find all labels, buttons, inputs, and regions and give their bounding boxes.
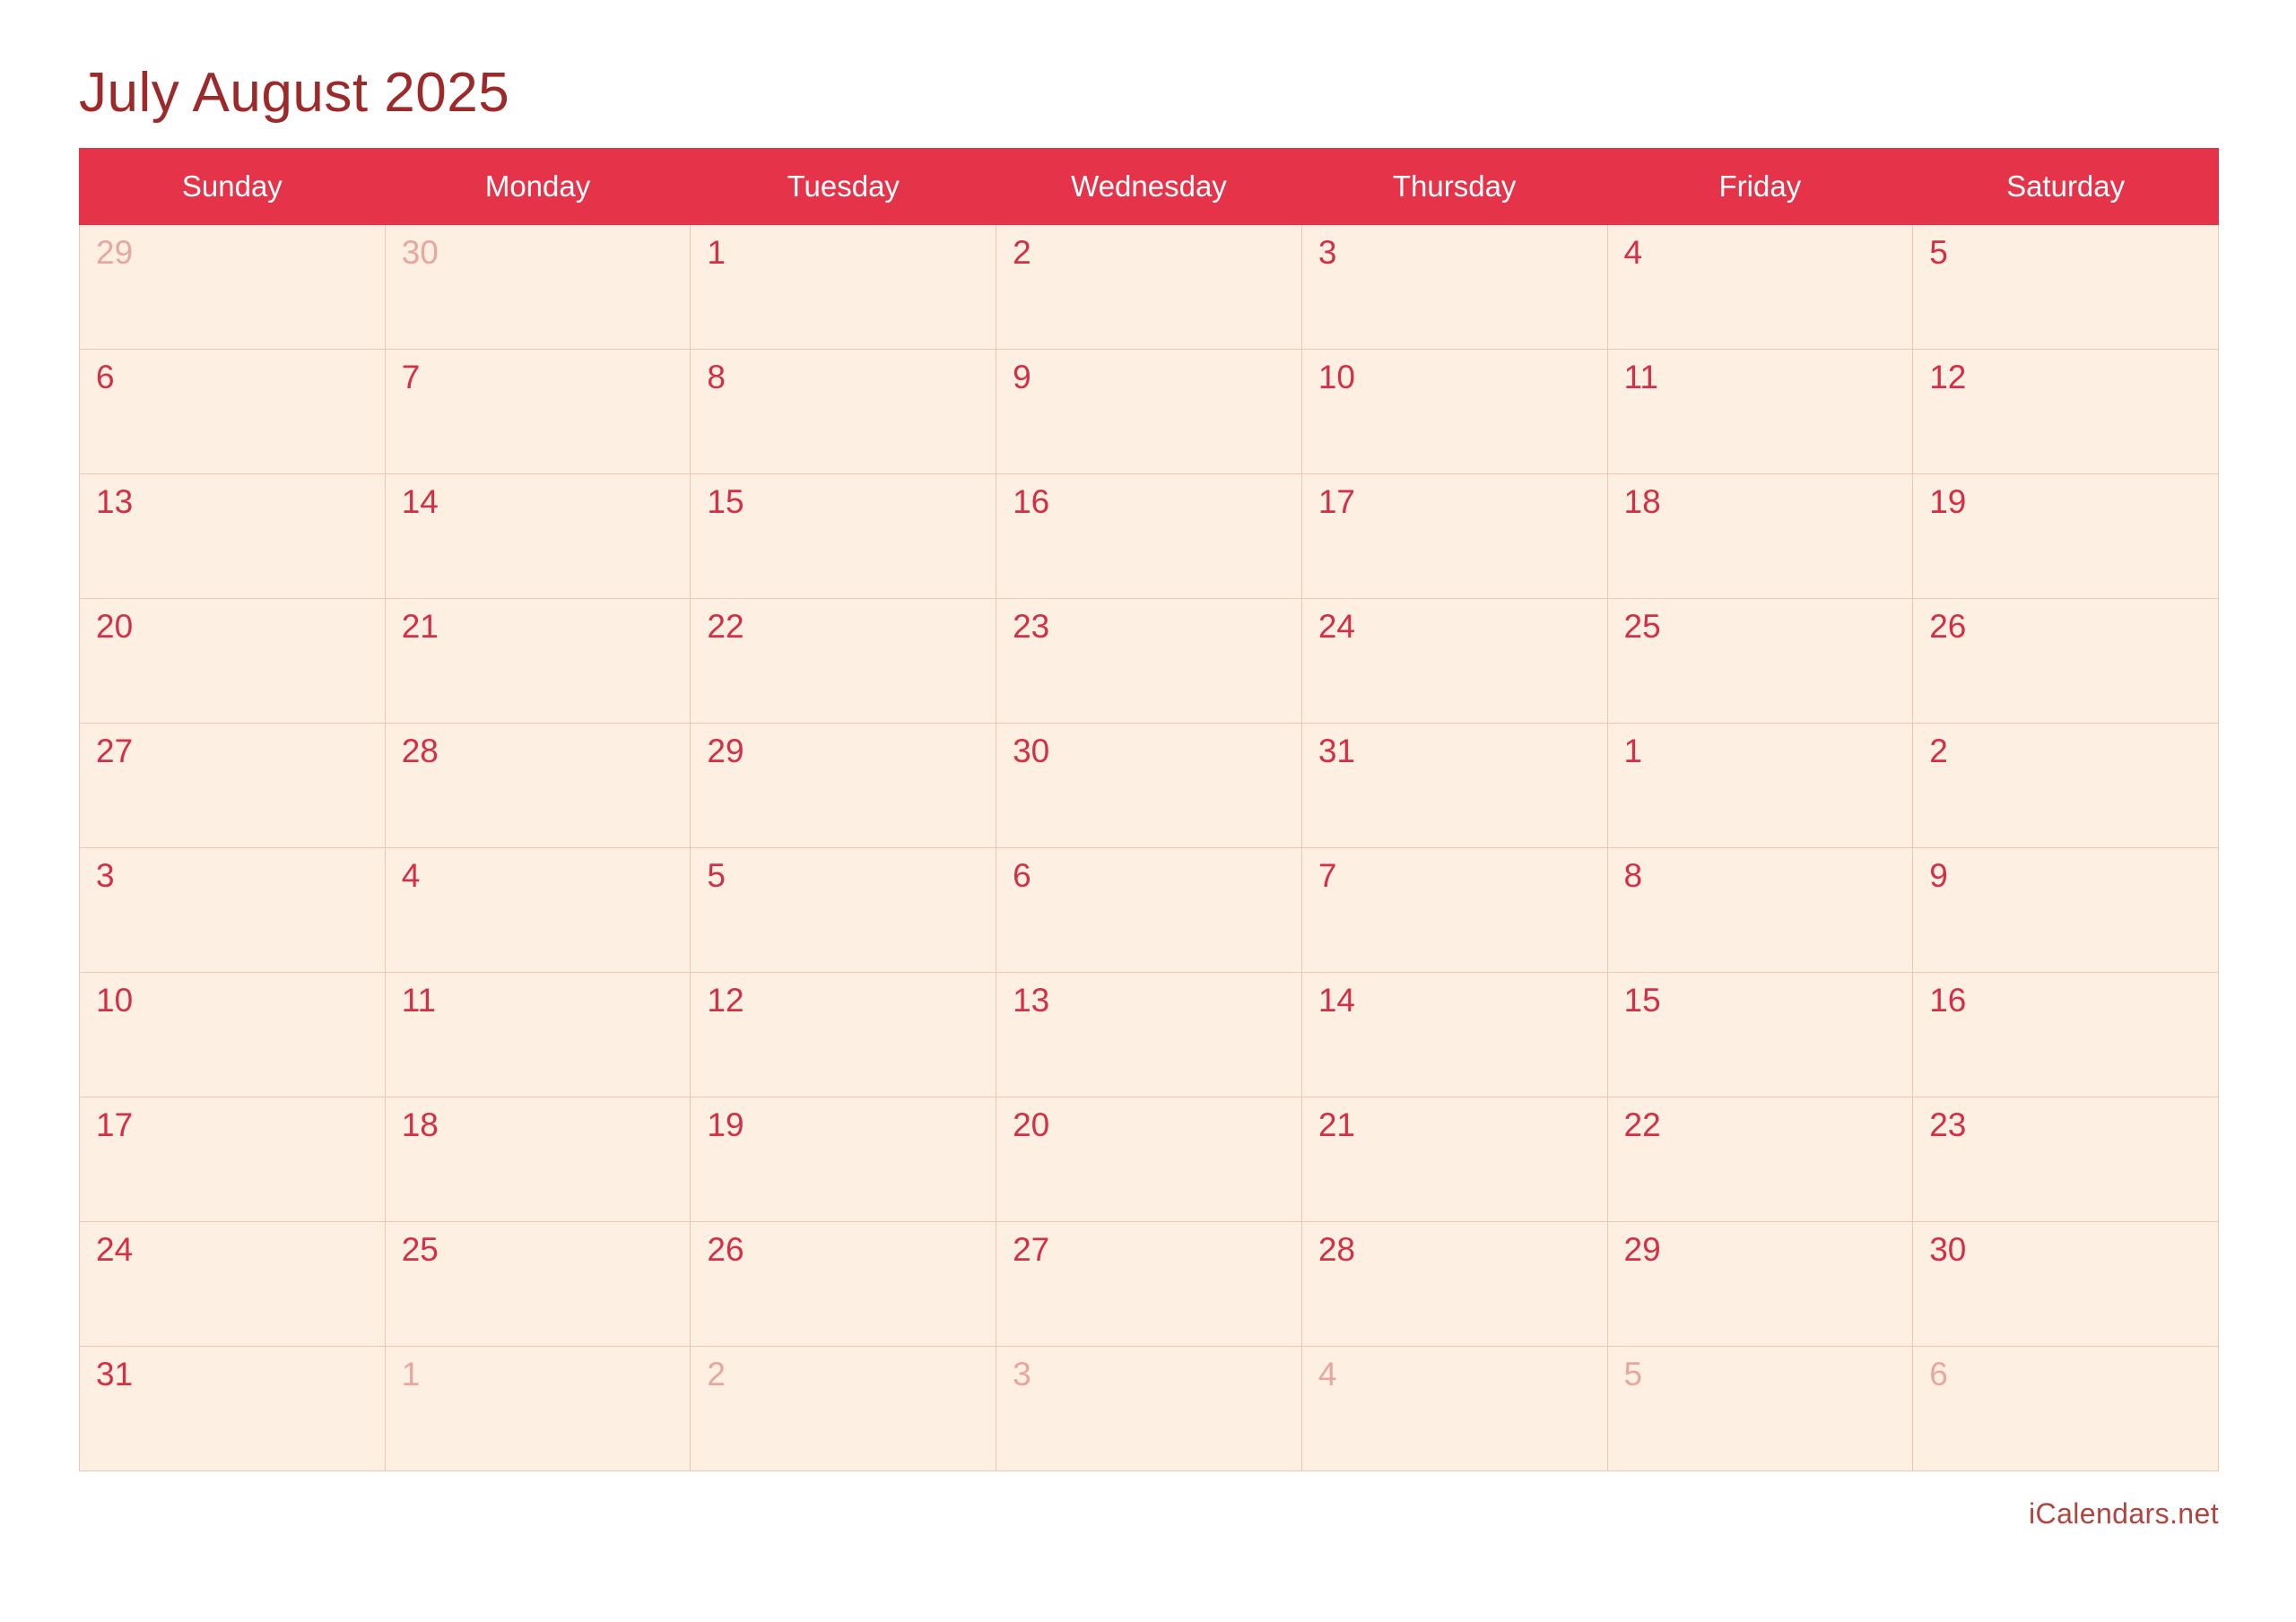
day-number: 15 <box>1623 982 1661 1019</box>
weekday-header-wednesday: Wednesday <box>996 149 1302 225</box>
weekday-header-thursday: Thursday <box>1301 149 1607 225</box>
calendar-day-cell[interactable] <box>385 1347 691 1471</box>
day-number: 31 <box>1318 733 1355 769</box>
day-number: 14 <box>1318 982 1355 1019</box>
calendar-day-cell[interactable] <box>996 474 1302 599</box>
day-number: 17 <box>1318 483 1355 520</box>
day-number: 5 <box>1623 1356 1643 1392</box>
calendar-day-cell[interactable] <box>1607 1347 1913 1471</box>
weekday-header-tuesday: Tuesday <box>691 149 996 225</box>
calendar-day-cell[interactable] <box>996 1222 1302 1347</box>
day-number: 4 <box>1318 1356 1337 1392</box>
calendar-day-cell[interactable] <box>1301 474 1607 599</box>
calendar-day-cell[interactable] <box>1607 350 1913 474</box>
calendar-day-cell[interactable] <box>1301 848 1607 973</box>
calendar-week-row <box>80 973 2219 1097</box>
day-number: 11 <box>401 982 437 1019</box>
calendar-day-cell[interactable] <box>691 350 996 474</box>
calendar-day-cell[interactable] <box>1301 973 1607 1097</box>
calendar-day-cell[interactable] <box>385 599 691 724</box>
day-number: 30 <box>1929 1231 1967 1268</box>
day-number: 8 <box>1623 857 1643 894</box>
calendar-day-cell[interactable] <box>996 973 1302 1097</box>
calendar-day-cell[interactable] <box>1913 724 2219 848</box>
day-number: 1 <box>707 234 726 271</box>
calendar-day-cell[interactable] <box>385 350 691 474</box>
day-number: 16 <box>1013 483 1050 520</box>
calendar-day-cell[interactable] <box>996 599 1302 724</box>
day-number: 29 <box>707 733 744 769</box>
day-number: 15 <box>707 483 744 520</box>
calendar-week-row <box>80 474 2219 599</box>
calendar-day-cell[interactable] <box>996 1097 1302 1222</box>
calendar-day-cell[interactable] <box>691 973 996 1097</box>
calendar-day-cell[interactable] <box>1301 599 1607 724</box>
calendar-day-cell[interactable] <box>691 1097 996 1222</box>
day-number: 19 <box>1929 483 1967 520</box>
day-number: 25 <box>1623 608 1661 645</box>
day-number: 7 <box>1318 857 1337 894</box>
calendar-week-row <box>80 225 2219 350</box>
calendar-day-cell[interactable] <box>80 848 386 973</box>
day-number: 16 <box>1929 982 1967 1019</box>
calendar-day-cell[interactable] <box>80 724 386 848</box>
calendar-day-cell[interactable] <box>691 599 996 724</box>
day-number: 19 <box>707 1106 744 1143</box>
day-number: 25 <box>401 1231 439 1268</box>
day-number: 6 <box>1929 1356 1948 1392</box>
calendar-day-cell[interactable] <box>996 1347 1302 1471</box>
calendar-day-cell[interactable] <box>691 724 996 848</box>
day-number: 27 <box>96 733 134 769</box>
calendar-day-cell[interactable] <box>80 599 386 724</box>
day-number: 12 <box>707 982 744 1019</box>
calendar-day-cell[interactable] <box>385 225 691 350</box>
calendar-body <box>80 225 2219 1471</box>
day-number: 23 <box>1013 608 1050 645</box>
day-number: 13 <box>96 483 134 520</box>
calendar-day-cell[interactable] <box>1913 474 2219 599</box>
calendar-week-row <box>80 724 2219 848</box>
day-number: 10 <box>96 982 134 1019</box>
day-number: 2 <box>1929 733 1948 769</box>
day-number: 12 <box>1929 359 1967 395</box>
calendar-day-cell[interactable] <box>80 1097 386 1222</box>
calendar-day-cell[interactable] <box>1607 973 1913 1097</box>
calendar-day-cell[interactable] <box>996 724 1302 848</box>
footer-branding: iCalendars.net <box>2029 1497 2219 1530</box>
day-number: 18 <box>1623 483 1661 520</box>
calendar-day-cell[interactable] <box>80 1347 386 1471</box>
calendar-day-cell[interactable] <box>1607 225 1913 350</box>
calendar-week-row <box>80 350 2219 474</box>
day-number: 20 <box>1013 1106 1050 1143</box>
day-number: 28 <box>1318 1231 1355 1268</box>
day-number: 30 <box>401 234 439 271</box>
calendar-day-cell[interactable] <box>996 225 1302 350</box>
day-number: 3 <box>1013 1356 1031 1392</box>
calendar-day-cell[interactable] <box>385 724 691 848</box>
weekday-header-monday: Monday <box>385 149 691 225</box>
day-number: 24 <box>96 1231 134 1268</box>
day-number: 10 <box>1318 359 1355 395</box>
calendar-day-cell[interactable] <box>80 973 386 1097</box>
day-number: 7 <box>401 359 421 395</box>
day-number: 27 <box>1013 1231 1050 1268</box>
calendar-day-cell[interactable] <box>1607 724 1913 848</box>
weekday-header-friday: Friday <box>1607 149 1913 225</box>
calendar-day-cell[interactable] <box>1301 1347 1607 1471</box>
calendar-day-cell[interactable] <box>1301 1222 1607 1347</box>
calendar-day-cell[interactable] <box>691 848 996 973</box>
calendar-week-row <box>80 1347 2219 1471</box>
calendar-day-cell[interactable] <box>385 973 691 1097</box>
day-number: 5 <box>1929 234 1948 271</box>
day-number: 3 <box>1318 234 1337 271</box>
calendar-day-cell[interactable] <box>996 848 1302 973</box>
day-number: 26 <box>1929 608 1967 645</box>
day-number: 22 <box>707 608 744 645</box>
calendar-day-cell[interactable] <box>80 1222 386 1347</box>
day-number: 6 <box>1013 857 1031 894</box>
day-number: 9 <box>1013 359 1031 395</box>
calendar-container <box>79 148 2219 1471</box>
calendar-day-cell[interactable] <box>1913 599 2219 724</box>
calendar-day-cell[interactable] <box>1607 1222 1913 1347</box>
calendar-table <box>79 148 2219 1471</box>
day-number: 11 <box>1623 359 1658 395</box>
day-number: 24 <box>1318 608 1355 645</box>
calendar-day-cell[interactable] <box>996 350 1302 474</box>
day-number: 5 <box>707 857 726 894</box>
day-number: 21 <box>1318 1106 1355 1143</box>
weekday-header-saturday: Saturday <box>1913 149 2219 225</box>
day-number: 29 <box>1623 1231 1661 1268</box>
day-number: 26 <box>707 1231 744 1268</box>
calendar-day-cell[interactable] <box>385 474 691 599</box>
day-number: 1 <box>1623 733 1643 769</box>
calendar-day-cell[interactable] <box>691 1347 996 1471</box>
calendar-day-cell[interactable] <box>1607 599 1913 724</box>
calendar-day-cell[interactable] <box>691 474 996 599</box>
day-number: 2 <box>707 1356 726 1392</box>
calendar-week-row <box>80 848 2219 973</box>
day-number: 13 <box>1013 982 1050 1019</box>
day-number: 2 <box>1013 234 1031 271</box>
day-number: 4 <box>1623 234 1643 271</box>
day-number: 8 <box>707 359 726 395</box>
day-number: 6 <box>96 359 115 395</box>
day-number: 20 <box>96 608 134 645</box>
calendar-day-cell[interactable] <box>385 1222 691 1347</box>
calendar-week-row <box>80 1097 2219 1222</box>
day-number: 18 <box>401 1106 439 1143</box>
calendar-day-cell[interactable] <box>691 1222 996 1347</box>
day-number: 9 <box>1929 857 1948 894</box>
day-number: 23 <box>1929 1106 1967 1143</box>
calendar-day-cell[interactable] <box>1913 350 2219 474</box>
calendar-day-cell[interactable] <box>1913 1222 2219 1347</box>
calendar-day-cell[interactable] <box>1913 848 2219 973</box>
day-number: 31 <box>96 1356 134 1392</box>
page-title: July August 2025 <box>79 62 510 124</box>
calendar-day-cell[interactable] <box>1301 225 1607 350</box>
calendar-day-cell[interactable] <box>80 474 386 599</box>
weekday-header-row <box>80 149 2219 225</box>
calendar-day-cell[interactable] <box>1301 724 1607 848</box>
calendar-day-cell[interactable] <box>1913 1347 2219 1471</box>
day-number: 22 <box>1623 1106 1661 1143</box>
weekday-header-sunday: Sunday <box>80 149 386 225</box>
calendar-day-cell[interactable] <box>80 225 386 350</box>
calendar-day-cell[interactable] <box>1301 1097 1607 1222</box>
calendar-week-row <box>80 1222 2219 1347</box>
day-number: 3 <box>96 857 115 894</box>
calendar-day-cell[interactable] <box>1607 474 1913 599</box>
day-number: 14 <box>401 483 439 520</box>
day-number: 29 <box>96 234 134 271</box>
calendar-day-cell[interactable] <box>1301 350 1607 474</box>
calendar-day-cell[interactable] <box>385 1097 691 1222</box>
calendar-day-cell[interactable] <box>1607 848 1913 973</box>
calendar-day-cell[interactable] <box>80 350 386 474</box>
calendar-day-cell[interactable] <box>1913 1097 2219 1222</box>
calendar-day-cell[interactable] <box>1607 1097 1913 1222</box>
calendar-day-cell[interactable] <box>385 848 691 973</box>
calendar-day-cell[interactable] <box>1913 973 2219 1097</box>
day-number: 30 <box>1013 733 1050 769</box>
day-number: 28 <box>401 733 439 769</box>
calendar-day-cell[interactable] <box>691 225 996 350</box>
day-number: 17 <box>96 1106 134 1143</box>
calendar-week-row <box>80 599 2219 724</box>
day-number: 4 <box>401 857 421 894</box>
calendar-day-cell[interactable] <box>1913 225 2219 350</box>
day-number: 21 <box>401 608 439 645</box>
day-number: 1 <box>401 1356 421 1392</box>
